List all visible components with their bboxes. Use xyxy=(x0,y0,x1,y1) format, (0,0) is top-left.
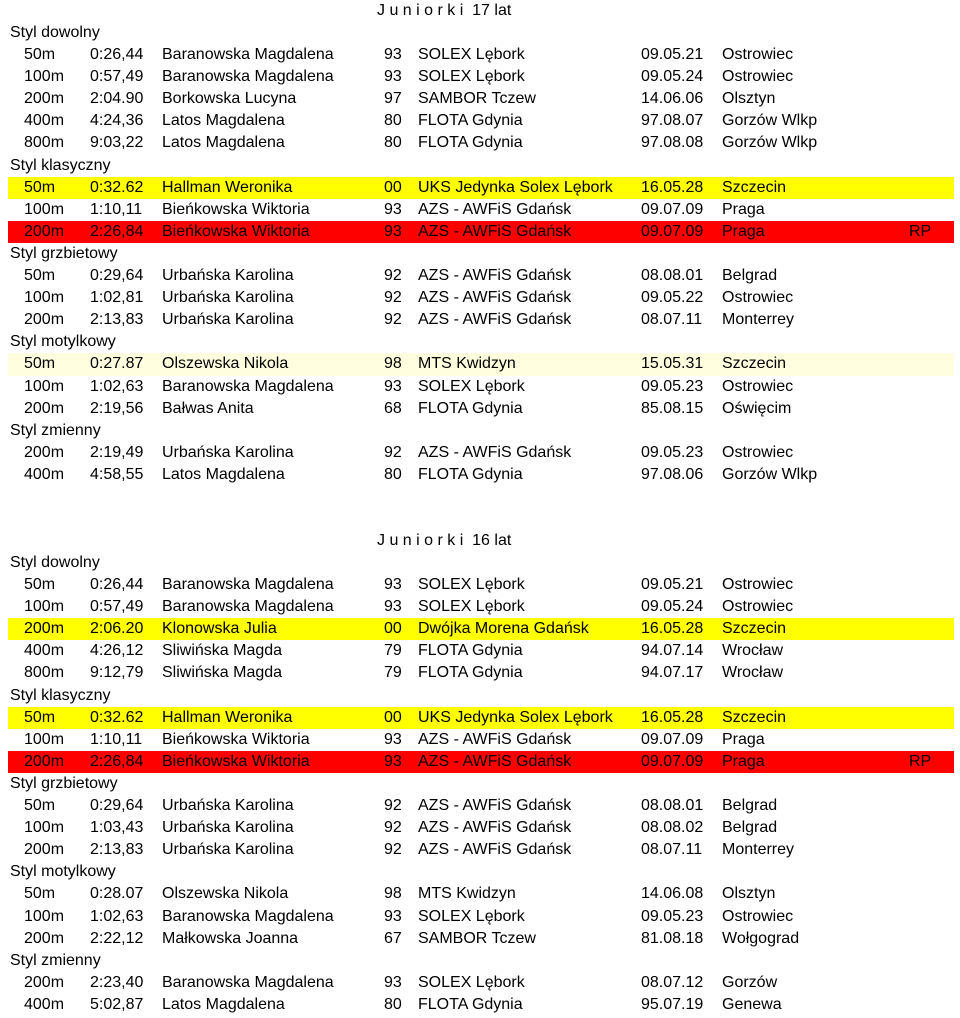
time-cell: 4:58,55 xyxy=(90,465,144,483)
distance-cell: 50m xyxy=(24,576,56,594)
date-cell: 14.06.08 xyxy=(641,885,704,903)
stroke-name: Styl dowolny xyxy=(10,24,100,41)
place-cell: Oświęcim xyxy=(722,399,792,417)
birth-year-cell: 79 xyxy=(384,642,402,660)
swimmer-name-cell: Latos Magdalena xyxy=(162,465,285,483)
date-cell: 81.08.18 xyxy=(641,929,704,947)
birth-year-cell: 80 xyxy=(384,465,402,483)
club-cell: SOLEX Lębork xyxy=(418,907,525,925)
time-cell: 4:26,12 xyxy=(90,642,144,660)
birth-year-cell: 00 xyxy=(384,620,402,638)
stroke-name: Styl motylkowy xyxy=(10,333,116,351)
stroke-name: Styl motylkowy xyxy=(10,863,116,881)
place-cell: Szczecin xyxy=(722,708,787,726)
club-cell: FLOTA Gdynia xyxy=(418,465,523,483)
time-cell: 2:22,12 xyxy=(90,929,144,947)
swimmer-name-cell: Latos Magdalena xyxy=(162,134,285,152)
time-cell: 1:02,63 xyxy=(90,907,144,925)
place-cell: Ostrowiec xyxy=(722,598,794,616)
stroke-header xyxy=(0,155,960,177)
swimmer-name-cell: Hallman Weronika xyxy=(162,708,293,726)
birth-year-cell: 92 xyxy=(384,819,402,837)
record-row xyxy=(0,66,960,88)
date-cell: 09.05.21 xyxy=(641,46,704,64)
time-cell: 0:26,44 xyxy=(90,576,144,594)
date-cell: 14.06.06 xyxy=(641,90,704,108)
club-cell: AZS - AWFiS Gdańsk xyxy=(418,730,572,748)
stroke-header xyxy=(0,420,960,442)
date-cell: 09.07.09 xyxy=(641,730,704,748)
time-cell: 1:03,43 xyxy=(90,819,144,837)
distance-cell: 100m xyxy=(24,819,65,837)
club-cell: SOLEX Lębork xyxy=(418,576,525,594)
club-cell: SOLEX Lębork xyxy=(418,46,525,64)
distance-cell: 400m xyxy=(24,465,65,483)
distance-cell: 200m xyxy=(24,443,65,461)
time-cell: 2:13,83 xyxy=(90,841,144,859)
birth-year-cell: 00 xyxy=(384,708,402,726)
time-cell: 2:19,49 xyxy=(90,443,144,461)
birth-year-cell: 79 xyxy=(384,664,402,682)
swimmer-name-cell: Baranowska Magdalena xyxy=(162,377,334,395)
place-cell: Ostrowiec xyxy=(722,443,794,461)
time-cell: 0:29,64 xyxy=(90,267,144,285)
place-cell: Wrocław xyxy=(722,642,784,660)
birth-year-cell: 98 xyxy=(384,885,402,903)
time-cell: 0:57,49 xyxy=(90,598,144,616)
stroke-header xyxy=(0,685,960,707)
distance-cell: 200m xyxy=(24,399,65,417)
time-cell: 4:24,36 xyxy=(90,112,144,130)
record-row xyxy=(0,442,960,464)
distance-cell: 100m xyxy=(24,907,65,925)
club-cell: FLOTA Gdynia xyxy=(418,399,523,417)
time-cell: 0:29,64 xyxy=(90,797,144,815)
swimmer-name-cell: Baranowska Magdalena xyxy=(162,907,334,925)
place-cell: Szczecin xyxy=(722,620,787,638)
record-row xyxy=(0,132,960,154)
swimmer-name-cell: Sliwińska Magda xyxy=(162,642,283,660)
date-cell: 09.05.22 xyxy=(641,289,704,307)
records-section-juniorki-17 xyxy=(0,0,960,486)
birth-year-cell: 92 xyxy=(384,311,402,329)
time-cell: 2:26,84 xyxy=(90,222,144,240)
birth-year-cell: 00 xyxy=(384,178,402,196)
note-cell: RP xyxy=(909,752,932,770)
stroke-header xyxy=(0,950,960,972)
date-cell: 09.05.23 xyxy=(641,907,704,925)
date-cell: 09.05.23 xyxy=(641,377,704,395)
record-row xyxy=(8,707,954,729)
distance-cell: 100m xyxy=(24,730,65,748)
swimmer-name-cell: Urbańska Karolina xyxy=(162,443,294,461)
time-cell: 2:13,83 xyxy=(90,311,144,329)
record-row xyxy=(0,906,960,928)
distance-cell: 100m xyxy=(24,377,65,395)
date-cell: 08.07.12 xyxy=(641,973,704,991)
distance-cell: 100m xyxy=(24,289,65,307)
record-row xyxy=(8,618,954,640)
place-cell: Szczecin xyxy=(722,178,787,196)
swimmer-name-cell: Baranowska Magdalena xyxy=(162,576,334,594)
record-row xyxy=(0,574,960,596)
time-cell: 2:26,84 xyxy=(90,752,144,770)
stroke-header xyxy=(0,773,960,795)
swimmer-name-cell: Olszewska Nikola xyxy=(162,885,289,903)
swimmer-name-cell: Baranowska Magdalena xyxy=(162,973,334,991)
record-row xyxy=(0,662,960,684)
distance-cell: 200m xyxy=(24,311,65,329)
record-row xyxy=(0,309,960,331)
birth-year-cell: 80 xyxy=(384,134,402,152)
place-cell: Ostrowiec xyxy=(722,576,794,594)
date-cell: 97.08.07 xyxy=(641,112,704,130)
date-cell: 09.07.09 xyxy=(641,222,704,240)
distance-cell: 100m xyxy=(24,200,65,218)
club-cell: SAMBOR Tczew xyxy=(418,929,536,947)
birth-year-cell: 92 xyxy=(384,841,402,859)
distance-cell: 50m xyxy=(24,178,56,196)
club-cell: FLOTA Gdynia xyxy=(418,642,523,660)
distance-cell: 400m xyxy=(24,642,65,660)
record-row xyxy=(0,44,960,66)
time-cell: 1:10,11 xyxy=(90,200,143,218)
record-row xyxy=(0,972,960,994)
date-cell: 16.05.28 xyxy=(641,620,704,638)
distance-cell: 50m xyxy=(24,797,56,815)
swimmer-name-cell: Latos Magdalena xyxy=(162,112,285,130)
time-cell: 1:02,81 xyxy=(90,289,144,307)
date-cell: 09.05.21 xyxy=(641,576,704,594)
date-cell: 94.07.14 xyxy=(641,642,704,660)
club-cell: AZS - AWFiS Gdańsk xyxy=(418,311,572,329)
place-cell: Belgrad xyxy=(722,797,778,815)
club-cell: Dwójka Morena Gdańsk xyxy=(418,620,589,638)
section-title-text: J u n i o r k i 17 lat xyxy=(377,2,512,19)
time-cell: 0:26,44 xyxy=(90,46,144,64)
place-cell: Gorzów Wlkp xyxy=(722,465,818,483)
club-cell: AZS - AWFiS Gdańsk xyxy=(418,819,572,837)
distance-cell: 200m xyxy=(24,222,65,240)
club-cell: UKS Jedynka Solex Lębork xyxy=(418,708,613,726)
club-cell: FLOTA Gdynia xyxy=(418,995,523,1013)
record-row xyxy=(0,464,960,486)
distance-cell: 50m xyxy=(24,885,56,903)
date-cell: 08.08.01 xyxy=(641,267,704,285)
record-row xyxy=(0,398,960,420)
club-cell: FLOTA Gdynia xyxy=(418,112,523,130)
record-row xyxy=(0,640,960,662)
time-cell: 0:57,49 xyxy=(90,68,144,86)
birth-year-cell: 93 xyxy=(384,730,402,748)
swimmer-name-cell: Bałwas Anita xyxy=(162,399,254,417)
date-cell: 16.05.28 xyxy=(641,708,704,726)
birth-year-cell: 80 xyxy=(384,995,402,1013)
swimmer-name-cell: Małkowska Joanna xyxy=(162,929,299,947)
stroke-name: Styl klasyczny xyxy=(10,686,111,704)
distance-cell: 200m xyxy=(24,752,65,770)
swimmer-name-cell: Urbańska Karolina xyxy=(162,841,294,859)
stroke-header xyxy=(0,861,960,883)
record-row xyxy=(0,199,960,221)
date-cell: 08.07.11 xyxy=(641,841,703,859)
record-row xyxy=(0,287,960,309)
record-row xyxy=(0,265,960,287)
record-row xyxy=(0,883,960,905)
club-cell: AZS - AWFiS Gdańsk xyxy=(418,841,572,859)
place-cell: Genewa xyxy=(722,995,782,1013)
place-cell: Praga xyxy=(722,730,765,748)
club-cell: AZS - AWFiS Gdańsk xyxy=(418,443,572,461)
birth-year-cell: 67 xyxy=(384,929,402,947)
place-cell: Wrocław xyxy=(722,664,784,682)
birth-year-cell: 92 xyxy=(384,443,402,461)
distance-cell: 400m xyxy=(24,995,65,1013)
place-cell: Ostrowiec xyxy=(722,907,794,925)
stroke-name: Styl zmienny xyxy=(10,951,101,969)
record-row xyxy=(0,376,960,398)
date-cell: 15.05.31 xyxy=(641,355,704,373)
time-cell: 0:27.87 xyxy=(90,355,144,373)
time-cell: 0:28.07 xyxy=(90,885,144,903)
place-cell: Olsztyn xyxy=(722,90,776,108)
section-title-text: J u n i o r k i 16 lat xyxy=(377,532,512,549)
record-row xyxy=(0,88,960,110)
stroke-header xyxy=(0,552,960,574)
distance-cell: 50m xyxy=(24,355,56,373)
place-cell: Belgrad xyxy=(722,267,778,285)
record-row xyxy=(0,729,960,751)
distance-cell: 200m xyxy=(24,620,65,638)
date-cell: 09.05.24 xyxy=(641,598,704,616)
place-cell: Praga xyxy=(722,222,765,240)
time-cell: 1:10,11 xyxy=(90,730,143,748)
record-row xyxy=(0,795,960,817)
date-cell: 97.08.08 xyxy=(641,134,704,152)
time-cell: 9:03,22 xyxy=(90,134,144,152)
date-cell: 08.08.02 xyxy=(641,819,704,837)
place-cell: Olsztyn xyxy=(722,885,776,903)
place-cell: Ostrowiec xyxy=(722,289,794,307)
time-cell: 1:02,63 xyxy=(90,377,144,395)
swimmer-name-cell: Latos Magdalena xyxy=(162,995,285,1013)
swimmer-name-cell: Hallman Weronika xyxy=(162,178,293,196)
place-cell: Gorzów Wlkp xyxy=(722,134,818,152)
time-cell: 2:19,56 xyxy=(90,399,144,417)
club-cell: UKS Jedynka Solex Lębork xyxy=(418,178,613,196)
club-cell: AZS - AWFiS Gdańsk xyxy=(418,752,572,770)
stroke-name: Styl klasyczny xyxy=(10,156,111,174)
stroke-header xyxy=(0,243,960,265)
stroke-name: Styl zmienny xyxy=(10,421,101,439)
club-cell: FLOTA Gdynia xyxy=(418,134,523,152)
time-cell: 2:06.20 xyxy=(90,620,144,638)
club-cell: SAMBOR Tczew xyxy=(418,90,536,108)
birth-year-cell: 68 xyxy=(384,399,402,417)
place-cell: Gorzów Wlkp xyxy=(722,112,818,130)
birth-year-cell: 93 xyxy=(384,598,402,616)
distance-cell: 800m xyxy=(24,134,65,152)
time-cell: 0:32.62 xyxy=(90,178,144,196)
time-cell: 2:23,40 xyxy=(90,973,144,991)
place-cell: Ostrowiec xyxy=(722,377,794,395)
distance-cell: 200m xyxy=(24,973,65,991)
place-cell: Gorzów xyxy=(722,973,778,991)
place-cell: Szczecin xyxy=(722,355,787,373)
distance-cell: 200m xyxy=(24,929,65,947)
swimmer-name-cell: Bieńkowska Wiktoria xyxy=(162,200,310,218)
record-row xyxy=(0,596,960,618)
place-cell: Wołgograd xyxy=(722,929,800,947)
place-cell: Belgrad xyxy=(722,819,778,837)
time-cell: 5:02,87 xyxy=(90,995,144,1013)
birth-year-cell: 93 xyxy=(384,377,402,395)
distance-cell: 100m xyxy=(24,598,65,616)
stroke-name: Styl dowolny xyxy=(10,554,100,571)
distance-cell: 50m xyxy=(24,708,56,726)
swimmer-name-cell: Urbańska Karolina xyxy=(162,819,294,837)
record-row xyxy=(8,221,954,243)
swimmer-name-cell: Bieńkowska Wiktoria xyxy=(162,752,310,770)
place-cell: Praga xyxy=(722,200,765,218)
date-cell: 09.07.09 xyxy=(641,752,704,770)
birth-year-cell: 92 xyxy=(384,267,402,285)
club-cell: SOLEX Lębork xyxy=(418,68,525,86)
club-cell: AZS - AWFiS Gdańsk xyxy=(418,200,572,218)
date-cell: 09.05.23 xyxy=(641,443,704,461)
date-cell: 08.07.11 xyxy=(641,311,703,329)
time-cell: 9:12,79 xyxy=(90,664,144,682)
birth-year-cell: 92 xyxy=(384,289,402,307)
record-row xyxy=(0,110,960,132)
stroke-header xyxy=(0,22,960,44)
club-cell: AZS - AWFiS Gdańsk xyxy=(418,797,572,815)
birth-year-cell: 93 xyxy=(384,222,402,240)
record-row xyxy=(0,817,960,839)
place-cell: Monterrey xyxy=(722,841,795,859)
club-cell: AZS - AWFiS Gdańsk xyxy=(418,267,572,285)
stroke-name: Styl grzbietowy xyxy=(10,774,118,792)
date-cell: 09.05.24 xyxy=(641,68,704,86)
club-cell: SOLEX Lębork xyxy=(418,377,525,395)
distance-cell: 100m xyxy=(24,68,65,86)
distance-cell: 200m xyxy=(24,841,65,859)
birth-year-cell: 98 xyxy=(384,355,402,373)
birth-year-cell: 93 xyxy=(384,907,402,925)
distance-cell: 50m xyxy=(24,46,56,64)
record-row xyxy=(8,751,954,773)
time-cell: 0:32.62 xyxy=(90,708,144,726)
club-cell: SOLEX Lębork xyxy=(418,973,525,991)
distance-cell: 800m xyxy=(24,664,65,682)
birth-year-cell: 93 xyxy=(384,200,402,218)
place-cell: Ostrowiec xyxy=(722,46,794,64)
birth-year-cell: 93 xyxy=(384,752,402,770)
section-title xyxy=(0,0,960,22)
record-row xyxy=(0,839,960,861)
birth-year-cell: 93 xyxy=(384,46,402,64)
date-cell: 16.05.28 xyxy=(641,178,704,196)
date-cell: 09.07.09 xyxy=(641,200,704,218)
club-cell: FLOTA Gdynia xyxy=(418,664,523,682)
section-title xyxy=(0,530,960,552)
swimmer-name-cell: Baranowska Magdalena xyxy=(162,598,334,616)
date-cell: 08.08.01 xyxy=(641,797,704,815)
club-cell: AZS - AWFiS Gdańsk xyxy=(418,222,572,240)
swimmer-name-cell: Klonowska Julia xyxy=(162,620,277,638)
records-section-juniorki-16 xyxy=(0,530,960,1016)
stroke-header xyxy=(0,331,960,353)
note-cell: RP xyxy=(909,222,932,240)
stroke-name: Styl grzbietowy xyxy=(10,244,118,262)
swimmer-name-cell: Urbańska Karolina xyxy=(162,267,294,285)
distance-cell: 400m xyxy=(24,112,65,130)
swimmer-name-cell: Sliwińska Magda xyxy=(162,664,283,682)
distance-cell: 200m xyxy=(24,90,65,108)
place-cell: Praga xyxy=(722,752,765,770)
birth-year-cell: 97 xyxy=(384,90,402,108)
birth-year-cell: 92 xyxy=(384,797,402,815)
place-cell: Monterrey xyxy=(722,311,795,329)
place-cell: Ostrowiec xyxy=(722,68,794,86)
date-cell: 95.07.19 xyxy=(641,995,704,1013)
record-row xyxy=(0,994,960,1016)
time-cell: 2:04.90 xyxy=(90,90,144,108)
birth-year-cell: 93 xyxy=(384,68,402,86)
record-row xyxy=(8,353,954,375)
date-cell: 94.07.17 xyxy=(641,664,704,682)
swimmer-name-cell: Urbańska Karolina xyxy=(162,289,294,307)
record-row xyxy=(0,928,960,950)
club-cell: SOLEX Lębork xyxy=(418,598,525,616)
swimmer-name-cell: Olszewska Nikola xyxy=(162,355,289,373)
distance-cell: 50m xyxy=(24,267,56,285)
swimmer-name-cell: Borkowska Lucyna xyxy=(162,90,297,108)
swimmer-name-cell: Urbańska Karolina xyxy=(162,797,294,815)
swimmer-name-cell: Bieńkowska Wiktoria xyxy=(162,222,310,240)
swimmer-name-cell: Baranowska Magdalena xyxy=(162,46,334,64)
date-cell: 85.08.15 xyxy=(641,399,704,417)
swimmer-name-cell: Baranowska Magdalena xyxy=(162,68,334,86)
record-row xyxy=(8,177,954,199)
birth-year-cell: 93 xyxy=(384,973,402,991)
birth-year-cell: 80 xyxy=(384,112,402,130)
club-cell: AZS - AWFiS Gdańsk xyxy=(418,289,572,307)
swimmer-name-cell: Bieńkowska Wiktoria xyxy=(162,730,310,748)
birth-year-cell: 93 xyxy=(384,576,402,594)
club-cell: MTS Kwidzyn xyxy=(418,885,516,903)
date-cell: 97.08.06 xyxy=(641,465,704,483)
swimmer-name-cell: Urbańska Karolina xyxy=(162,311,294,329)
club-cell: MTS Kwidzyn xyxy=(418,355,516,373)
